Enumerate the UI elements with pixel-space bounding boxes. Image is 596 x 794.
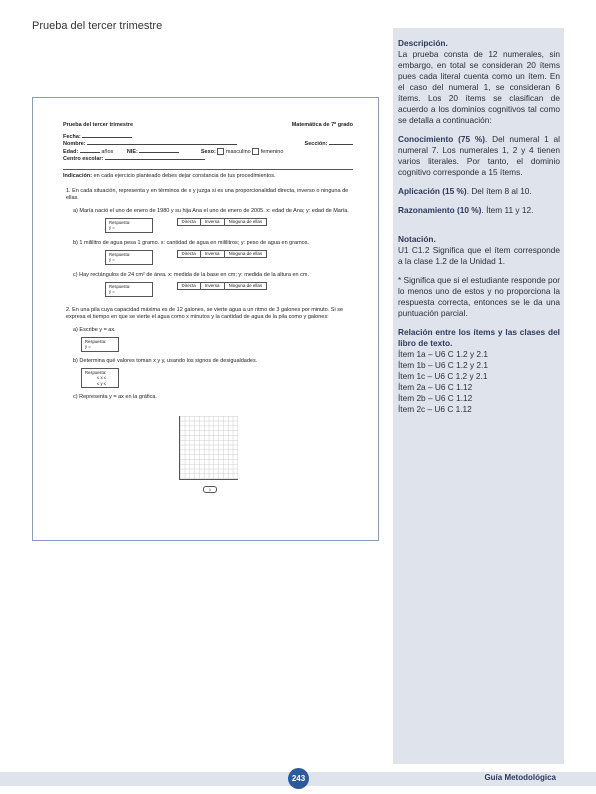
- opt-inversa[interactable]: Inversa: [201, 283, 225, 289]
- con-text: . Del numeral 1 al numeral 7. Los numerales 1, 2 y 4 tienen varios literales. Por tanto, el dominio cognitivo corresponde a 15 ítems.: [398, 134, 560, 177]
- options-1a: [177, 218, 268, 226]
- resp-label: Respuesta:: [109, 283, 131, 289]
- y-eq: y =: [85, 344, 91, 350]
- apl-label: Aplicación (15 %): [398, 186, 467, 196]
- desc-text: La prueba consta de 12 numerales, sin embargo, en total se consideran 20 ítems pues cada literal cuenta como un ítem. En el caso del numeral 1, se consideran 6 ítems. Los 20 ítems se clasifican de acuerdo a los dominios cognitivos tal como se detalla a continuación:: [398, 49, 560, 125]
- list-item: Ítem 1a – U6 C 1.2 y 2.1: [398, 349, 488, 359]
- seccion-label: Sección:: [304, 141, 328, 147]
- question-2b: b) Determina qué valores toman x y y, usando los signos de desigualdades.: [73, 357, 258, 364]
- y-eq: y =: [109, 257, 115, 263]
- fecha-label: Fecha:: [63, 134, 81, 140]
- options-1b: [177, 250, 268, 258]
- edad-label: Edad:: [63, 148, 79, 155]
- asterisk-note: * Significa que si el estudiante responde por lo menos uno de estos y no proporciona la respuesta correcta, entonces se le da una puntuación parcial.: [398, 275, 560, 318]
- indicacion-label: Indicación:: [63, 172, 93, 179]
- question-1c: c) Hay rectángulos de 24 cm² de área. x: medida de la base en cm; y: medida de la altura en cm.: [73, 271, 310, 278]
- y-eq: y =: [109, 289, 115, 295]
- list-item: Ítem 1b – U6 C 1.2 y 2.1: [398, 360, 488, 370]
- question-1: 1. En cada situación, representa y en términos de x y juzga si es una proporcionalidad directa, inverso o ninguna de ellas.: [66, 187, 349, 201]
- desc-title: Descripción.: [398, 38, 448, 48]
- ineq-y: ≤ y ≤: [97, 380, 107, 386]
- item-class-list: [398, 349, 560, 415]
- opt-inversa[interactable]: Inversa: [201, 251, 225, 257]
- opt-ninguna[interactable]: Ninguna de ellas: [228, 282, 263, 288]
- centro-label: Centro escolar:: [63, 155, 104, 162]
- resp-label: Respuesta:: [109, 251, 131, 257]
- ineq-x: ≤ x ≤: [97, 375, 107, 381]
- femenino-label: femenino: [260, 148, 284, 155]
- question-1a: a) María nació el uno de enero de 1980 y su hija Ana el uno de enero de 2005. x: edad de Ana; y: edad de María.: [73, 207, 349, 214]
- raz-label: Razonamiento (10 %): [398, 205, 482, 215]
- opt-inversa[interactable]: Inversa: [201, 219, 225, 225]
- masculino-checkbox[interactable]: [217, 148, 224, 155]
- list-item: Ítem 2b – U6 C 1.12: [398, 393, 473, 403]
- y-eq: y =: [109, 225, 115, 231]
- anos-label: años: [101, 148, 114, 155]
- list-item: Ítem 1c – U6 C 1.2 y 2.1: [398, 371, 488, 381]
- sexo-label: Sexo:: [200, 148, 216, 155]
- masculino-label: masculino: [225, 148, 251, 155]
- not-title: Notación.: [398, 234, 436, 244]
- resp-label: Respuesta:: [85, 338, 107, 344]
- list-item: Ítem 2a – U6 C 1.12: [398, 382, 473, 392]
- nombre-label: Nombre:: [63, 141, 86, 147]
- doc-page-marker: 1: [203, 486, 217, 493]
- rel-title: Relación entre los ítems y las clases del libro de texto.: [398, 327, 560, 348]
- femenino-checkbox[interactable]: [252, 148, 259, 155]
- opt-ninguna[interactable]: Ninguna de ellas: [228, 250, 263, 256]
- question-2: 2. En una pila cuya capacidad máxima es de 12 galones, se vierte agua a un ritmo de 3 galones por minuto. Si se expresa el tiempo en que se vierte el agua como x minutos y la cantidad de agua de la pila como y galones:: [66, 306, 344, 320]
- con-label: Conocimiento (75 %): [398, 134, 486, 144]
- doc-subject: Matemática de 7º grado: [291, 122, 353, 128]
- footer-book-title: Guía Metodológica: [484, 773, 556, 782]
- doc-title: Prueba del tercer trimestre: [63, 122, 134, 128]
- opt-ninguna[interactable]: Ninguna de ellas: [228, 218, 263, 224]
- page-header-title: Prueba del tercer trimestre: [32, 20, 163, 32]
- teacher-notes-sidebar: [393, 28, 564, 764]
- nie-label: NIE:: [126, 148, 138, 155]
- question-2c: c) Representa y = ax en la gráfica.: [73, 394, 157, 401]
- question-1b: b) 1 mililitro de agua pesa 1 gramo. x: cantidad de agua en mililitros; y: peso de agua en gramos.: [73, 239, 310, 246]
- indicacion-text: en cada ejercicio planteado debes dejar constancia de tus procedimientos.: [93, 172, 276, 179]
- resp-label: Respuesta:: [109, 219, 131, 225]
- test-document-preview: [32, 97, 379, 541]
- opt-directa[interactable]: Directa: [178, 251, 201, 257]
- raz-text: . Ítem 11 y 12.: [481, 205, 534, 215]
- opt-directa[interactable]: Directa: [178, 219, 201, 225]
- question-2a: a) Escribe y = ax.: [73, 326, 116, 333]
- list-item: Ítem 2c – U6 C 1.12: [398, 404, 472, 414]
- options-1c: [177, 282, 268, 290]
- not-text: U1 C1.2 Significa que el ítem corresponde a la clase 1.2 de la Unidad 1.: [398, 245, 560, 266]
- resp-label: Respuesta:: [85, 369, 107, 375]
- answer-grid: [179, 416, 238, 480]
- opt-directa[interactable]: Directa: [178, 283, 201, 289]
- apl-text: . Del ítem 8 al 10.: [466, 186, 532, 196]
- page-number: 243: [288, 768, 309, 789]
